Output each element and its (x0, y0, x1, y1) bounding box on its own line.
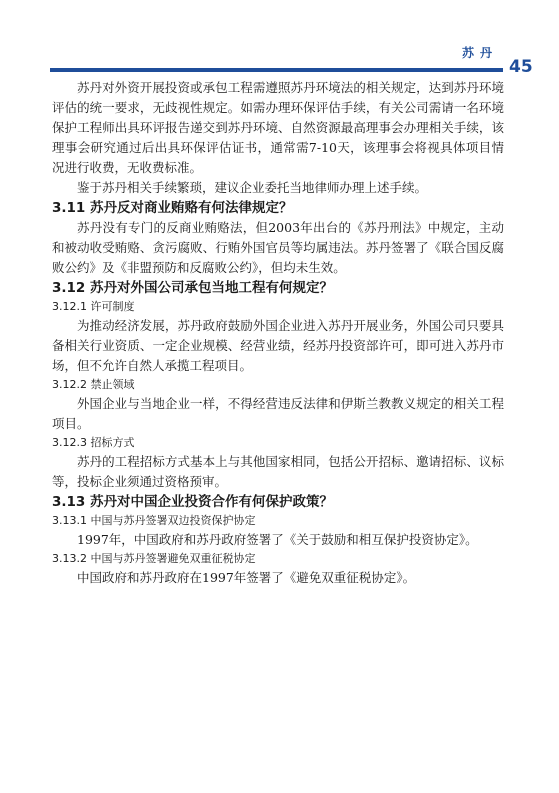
page-body (52, 78, 504, 588)
paragraph-anti-bribery: 苏丹没有专门的反商业贿赂法，但2003年出台的《苏丹刑法》中规定，主动和被动收受贿赂、贪污腐败、行贿外国官员等均属违法。苏丹签署了《联合国反腐败公约》及《非盟预防和反腐败公约》，但均未生效。 (52, 220, 504, 275)
section-heading-3-12: 3.12 苏丹对外国公司承包当地工程有何规定？ (52, 280, 334, 296)
paragraph-bidding-methods: 苏丹的工程招标方式基本上与其他国家相同，包括公开招标、邀请招标、议标等，投标企业须通过资格预审。 (52, 454, 504, 489)
section-heading-3-11: 3.11 苏丹反对商业贿赂有何法律规定？ (52, 200, 293, 216)
section-heading-3-13: 3.13 苏丹对中国企业投资合作有何保护政策？ (52, 494, 334, 510)
paragraph-environment-assessment: 苏丹对外资开展投资或承包工程需遵照苏丹环境法的相关规定，达到苏丹环境评估的统一要求，无歧视性规定。如需办理环保评估手续，有关公司需请一名环境保护工程师出具环评报告递交到苏丹环境、自然资源最高理事会办理相关手续，该理事会研究通过后出具环保评估证书，通常需7-10天，该理事会将视具体项目情况进行收费，无收费标准。 (52, 80, 504, 175)
page-number: 45 (509, 57, 533, 77)
subsection-heading-3-13-1: 3.13.1 中国与苏丹签署双边投资保护协定 (52, 514, 256, 527)
subsection-heading-3-13-2: 3.13.2 中国与苏丹签署避免双重征税协定 (52, 552, 256, 565)
subsection-heading-3-12-3: 3.12.3 招标方式 (52, 436, 135, 449)
paragraph-investment-protection: 1997年，中国政府和苏丹政府签署了《关于鼓励和相互保护投资协定》。 (77, 532, 478, 547)
subsection-heading-3-12-1: 3.12.1 许可制度 (52, 300, 135, 313)
header-rule (50, 68, 503, 72)
paragraph-license-system: 为推动经济发展，苏丹政府鼓励外国企业进入苏丹开展业务，外国公司只要具备相关行业资质、一定企业规模、经营业绩，经苏丹投资部许可，即可进入苏丹市场，但不允许自然人承揽工程项目。 (52, 318, 504, 373)
paragraph-double-taxation: 中国政府和苏丹政府在1997年签署了《避免双重征税协定》。 (77, 570, 416, 585)
running-title: 苏丹 (462, 46, 499, 60)
paragraph-prohibited-fields: 外国企业与当地企业一样，不得经营违反法律和伊斯兰教教义规定的相关工程项目。 (52, 396, 504, 431)
paragraph-lawyer-advice: 鉴于苏丹相关手续繁琐，建议企业委托当地律师办理上述手续。 (77, 180, 428, 195)
subsection-heading-3-12-2: 3.12.2 禁止领域 (52, 378, 135, 391)
